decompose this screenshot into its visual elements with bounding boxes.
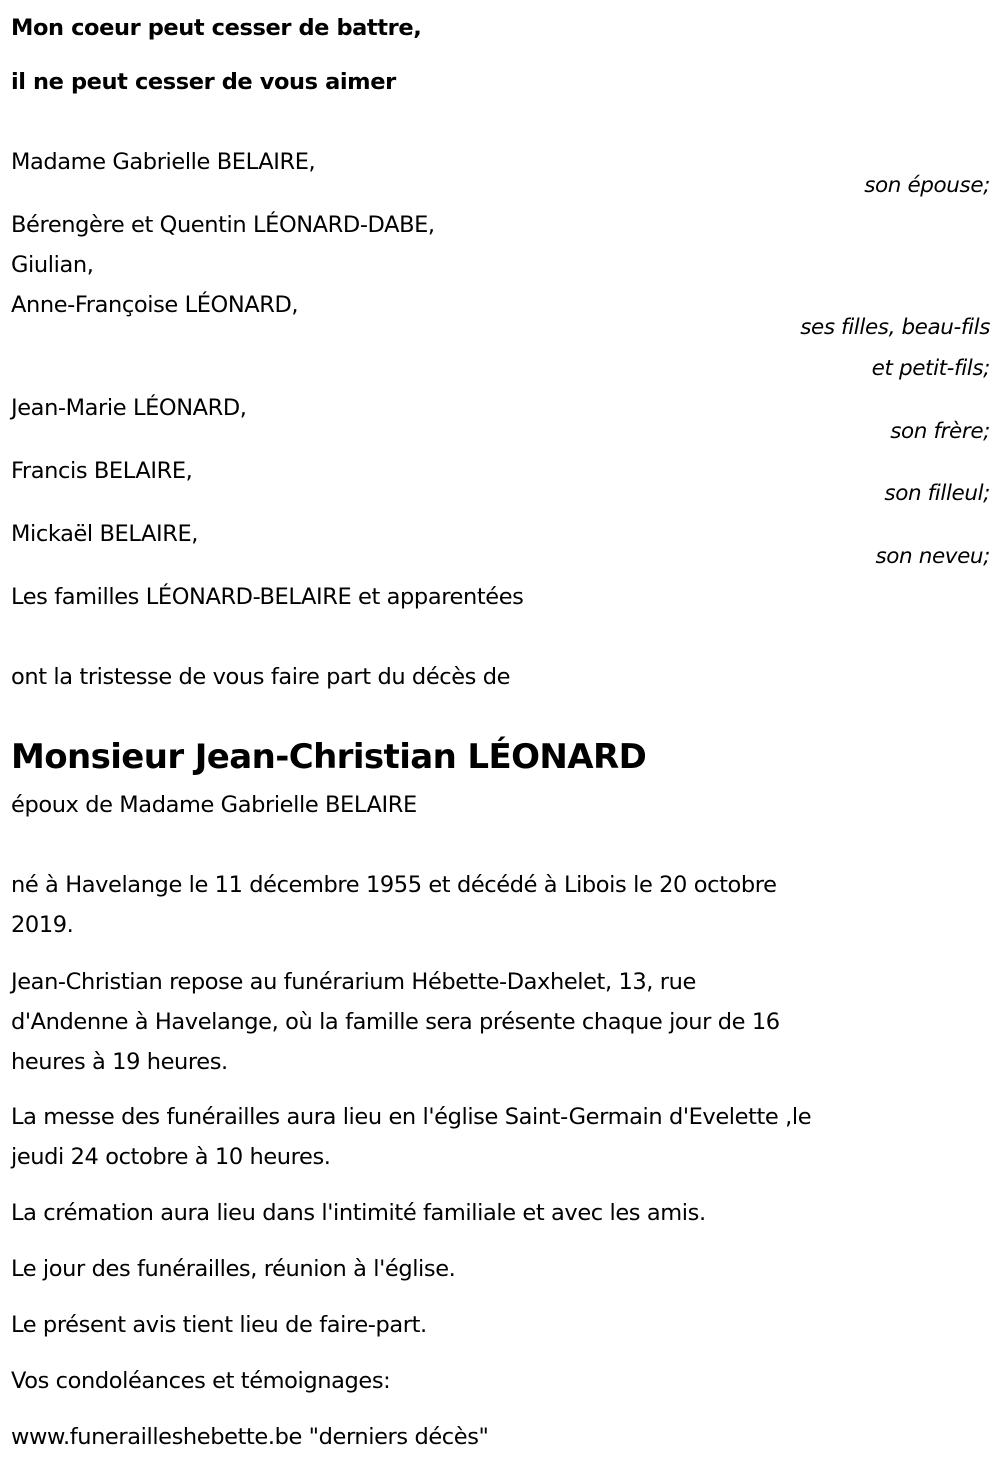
announcement-text: ont la tristesse de vous faire part du décès de [11,664,511,690]
deceased-spouse-line: époux de Madame Gabrielle BELAIRE [11,792,417,818]
website-link[interactable]: www.funerailleshebette.be "derniers décès" [11,1424,489,1450]
family-relation: et petit-fils; [871,356,990,381]
family-relation: son filleul; [884,481,990,506]
paragraph-funerarium: Jean-Christian repose au funérarium Hébette-Daxhelet, 13, rue [11,969,696,995]
paragraph-birth-death: né à Havelange le 11 décembre 1955 et décédé à Libois le 20 octobre [11,872,777,898]
family-name: Les familles LÉONARD-BELAIRE et apparentées [11,584,524,610]
paragraph-notice: Le présent avis tient lieu de faire-part. [11,1312,427,1338]
epigraph-line-1: Mon coeur peut cesser de battre, [11,15,422,41]
deceased-name: Monsieur Jean-Christian LÉONARD [11,737,647,777]
paragraph-birth-death: 2019. [11,912,74,938]
family-name: Jean-Marie LÉONARD, [11,395,247,421]
family-name: Madame Gabrielle BELAIRE, [11,149,316,175]
paragraph-funerarium: d'Andenne à Havelange, où la famille sera présente chaque jour de 16 [11,1009,780,1035]
family-name: Mickaël BELAIRE, [11,521,199,547]
family-name: Bérengère et Quentin LÉONARD-DABE, [11,212,435,238]
family-relation: son neveu; [875,544,990,569]
paragraph-condolences: Vos condoléances et témoignages: [11,1368,391,1394]
epigraph-line-2: il ne peut cesser de vous aimer [11,69,396,95]
paragraph-cremation: La crémation aura lieu dans l'intimité familiale et avec les amis. [11,1200,706,1226]
paragraph-meeting: Le jour des funérailles, réunion à l'église. [11,1256,456,1282]
family-name: Francis BELAIRE, [11,458,193,484]
family-relation: son épouse; [864,173,990,198]
family-relation: son frère; [890,419,990,444]
paragraph-mass: La messe des funérailles aura lieu en l'église Saint-Germain d'Evelette ,le [11,1104,812,1130]
paragraph-funerarium: heures à 19 heures. [11,1049,228,1075]
family-name: Anne-Françoise LÉONARD, [11,292,299,318]
paragraph-mass: jeudi 24 octobre à 10 heures. [11,1144,331,1170]
family-name: Giulian, [11,252,94,278]
family-relation: ses filles, beau-fils [800,315,990,340]
